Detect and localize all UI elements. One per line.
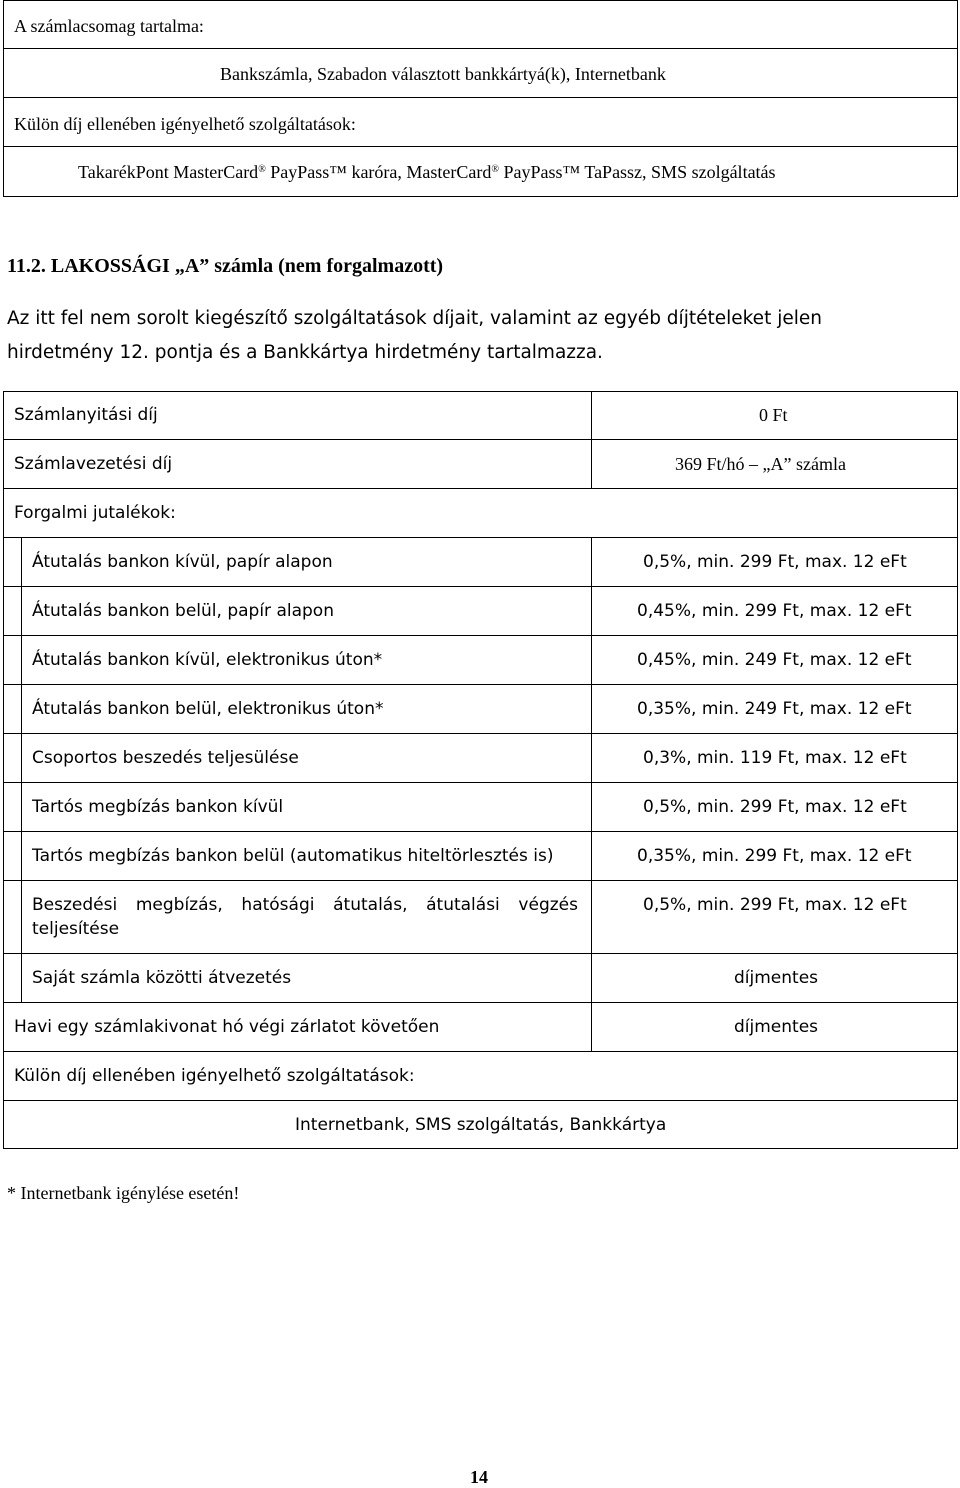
indent-divider (21, 537, 22, 1002)
fee-extra-services-label: Külön díj ellenében igényelhető szolgáltatások: (14, 1066, 415, 1086)
commission-label-line-2: teljesítése (32, 919, 120, 939)
row-divider (3, 1051, 958, 1052)
extra-part-3: PayPass™ TaPassz, SMS szolgáltatás (499, 162, 776, 182)
opening-fee-value: 0 Ft (759, 405, 788, 425)
commission-label: Csoportos beszedés teljesülése (32, 748, 299, 768)
commission-label: Tartós megbízás bankon kívül (32, 797, 284, 817)
row-divider (3, 953, 958, 954)
row-divider (3, 488, 958, 489)
section-heading: 11.2. LAKOSSÁGI „A” számla (nem forgalmazott) (7, 255, 444, 277)
row-divider (3, 439, 958, 440)
commission-label-line-1: Beszedési megbízás, hatósági átutalás, átutalási végzés (32, 895, 578, 915)
row-divider (3, 831, 958, 832)
intro-line-2: hirdetmény 12. pontja és a Bankkártya hirdetmény tartalmazza. (7, 342, 603, 363)
commission-value: 0,35%, min. 249 Ft, max. 12 eFt (637, 699, 912, 719)
column-divider (591, 537, 592, 1051)
row-divider (3, 880, 958, 881)
commission-label: Átutalás bankon belül, papír alapon (32, 601, 334, 621)
statement-label: Havi egy számlakivonat hó végi zárlatot követően (14, 1017, 440, 1037)
divider (3, 146, 958, 147)
row-divider (3, 782, 958, 783)
commission-label: Tartós megbízás bankon belül (automatikus hiteltörlesztés is) (32, 846, 554, 866)
row-divider (3, 1002, 958, 1003)
commission-value: 0,45%, min. 299 Ft, max. 12 eFt (637, 601, 912, 621)
package-title: A számlacsomag tartalma: (14, 16, 204, 36)
row-divider (3, 733, 958, 734)
intro-line-1: Az itt fel nem sorolt kiegészítő szolgáltatások díjait, valamint az egyéb díjtételeket jelen (7, 308, 822, 329)
row-divider (3, 586, 958, 587)
maintenance-fee-value: 369 Ft/hó – „A” számla (675, 454, 846, 474)
row-divider (3, 635, 958, 636)
commissions-label: Forgalmi jutalékok: (14, 503, 176, 523)
commission-label: Átutalás bankon belül, elektronikus úton* (32, 699, 384, 719)
registered-mark: ® (491, 164, 499, 175)
commission-value: 0,5%, min. 299 Ft, max. 12 eFt (643, 552, 907, 572)
extra-part-2: PayPass™ karóra, MasterCard (265, 162, 492, 182)
package-items: Bankszámla, Szabadon választott bankkártyá(k), Internetbank (220, 64, 666, 84)
extra-services-label: Külön díj ellenében igényelhető szolgáltatások: (14, 114, 356, 134)
row-divider (3, 537, 958, 538)
commission-value: díjmentes (734, 968, 819, 988)
registered-mark: ® (258, 164, 266, 175)
divider (3, 48, 958, 49)
statement-value: díjmentes (734, 1017, 819, 1037)
footnote: * Internetbank igénylése esetén! (7, 1183, 240, 1203)
maintenance-fee-label: Számlavezetési díj (14, 454, 173, 474)
row-divider (3, 1100, 958, 1101)
commission-value: 0,5%, min. 299 Ft, max. 12 eFt (643, 797, 907, 817)
commission-label: Saját számla közötti átvezetés (32, 968, 292, 988)
row-divider (3, 684, 958, 685)
commission-value: 0,45%, min. 249 Ft, max. 12 eFt (637, 650, 912, 670)
divider (3, 97, 958, 98)
fee-extra-services-items: Internetbank, SMS szolgáltatás, Bankkártya (295, 1115, 667, 1135)
page-number: 14 (470, 1467, 488, 1487)
commission-value: 0,5%, min. 299 Ft, max. 12 eFt (643, 895, 907, 915)
commission-label: Átutalás bankon kívül, papír alapon (32, 552, 333, 572)
extra-services-items (78, 161, 776, 183)
opening-fee-label: Számlanyitási díj (14, 405, 158, 425)
commission-label: Átutalás bankon kívül, elektronikus úton* (32, 650, 383, 670)
extra-part-1: TakarékPont MasterCard (78, 162, 259, 182)
commission-value: 0,3%, min. 119 Ft, max. 12 eFt (643, 748, 907, 768)
commission-value: 0,35%, min. 299 Ft, max. 12 eFt (637, 846, 912, 866)
column-divider (591, 391, 592, 488)
